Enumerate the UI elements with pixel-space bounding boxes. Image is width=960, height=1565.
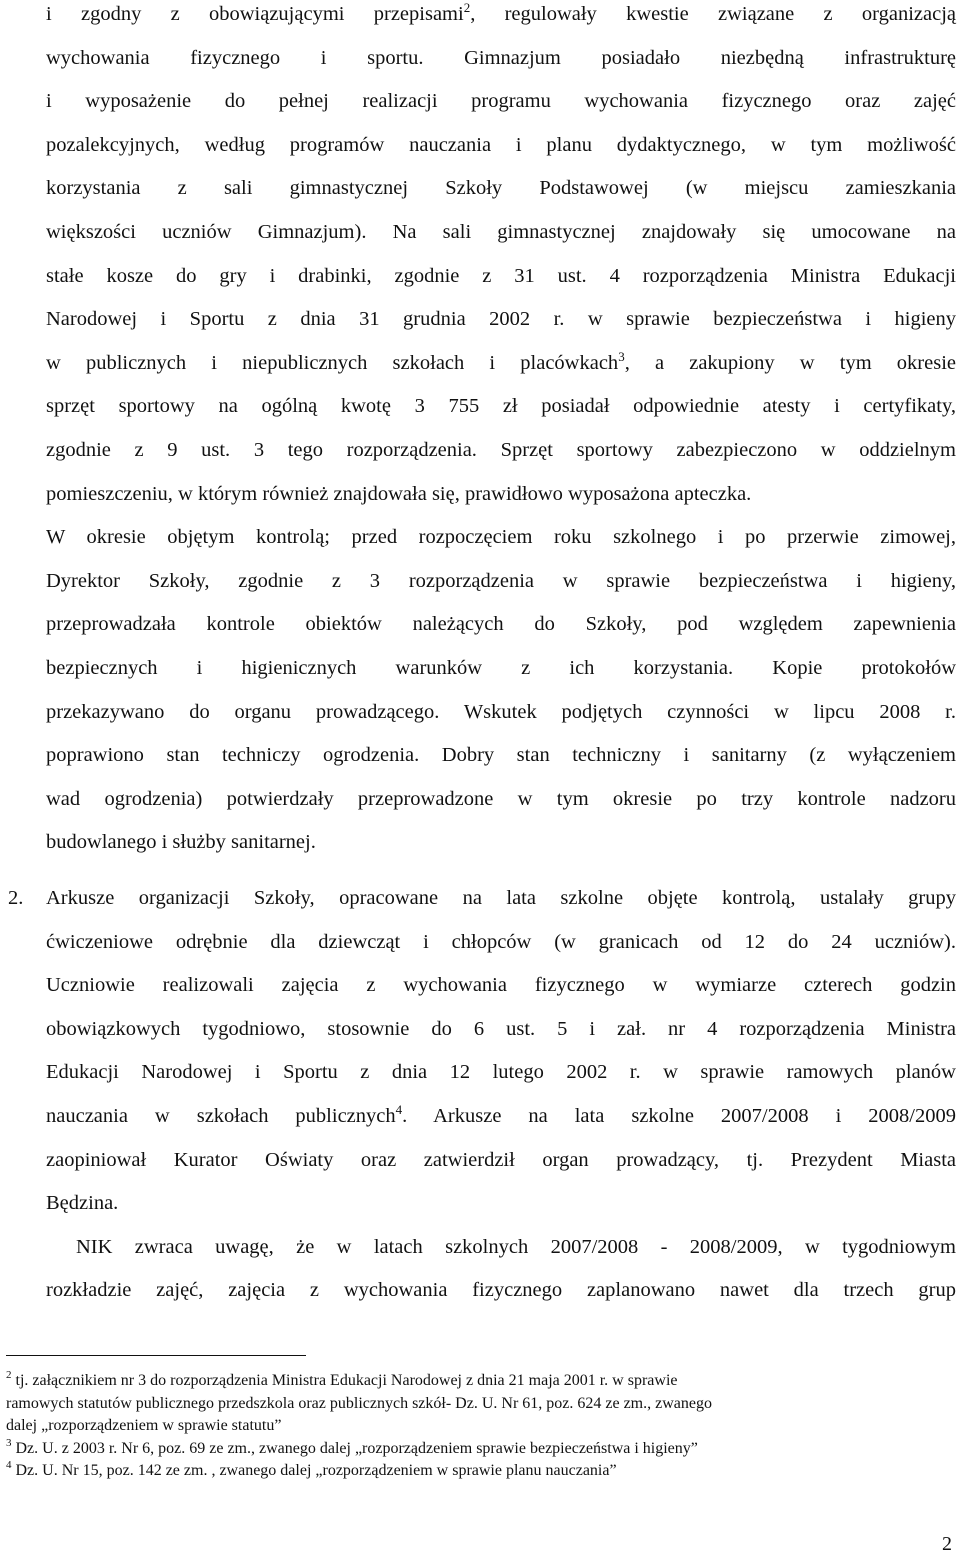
text-line: pozalekcyjnych, według programów nauczania i planu dydaktycznego, w tym możliwość	[46, 133, 956, 156]
footnote-separator	[6, 1355, 306, 1356]
footnote	[6, 1393, 926, 1416]
footnotes	[6, 1370, 926, 1483]
text-span: . Arkusze na lata szkolne 2007/2008 i 2008/2009	[402, 1104, 956, 1127]
text-span: , a zakupiony w tym okresie	[624, 351, 956, 374]
text-span: , regulowały kwestie związane z organizacją	[470, 3, 956, 25]
footnote-text: dalej „rozporządzeniem w sprawie statutu”	[6, 1417, 282, 1434]
footnote	[6, 1438, 926, 1461]
text-line: zaopiniował Kurator Oświaty oraz zatwierdził organ prowadzący, tj. Prezydent Miasta	[46, 1148, 956, 1171]
text-line: Narodowej i Sportu z dnia 31 grudnia 2002 r. w sprawie bezpieczeństwa i higieny	[46, 308, 956, 331]
footnote	[6, 1370, 926, 1393]
text-line	[46, 1100, 956, 1144]
text-line: większości uczniów Gimnazjum). Na sali gimnastycznej znajdowały się umocowane na	[46, 220, 956, 243]
text-line	[46, 347, 956, 391]
text-line: Będzina.	[46, 1192, 119, 1215]
text-line: wad ogrodzenia) potwierdzały przeprowadzone w tym okresie po trzy kontrole nadzoru	[46, 787, 956, 810]
text-line: sprzęt sportowy na ogólną kwotę 3 755 zł posiadał odpowiednie atesty i certyfikaty,	[46, 395, 956, 418]
text-line: ćwiczeniowe odrębnie dla dziewcząt i chłopców (w granicach od 12 do 24 uczniów).	[46, 930, 956, 953]
text-line: i wyposażenie do pełnej realizacji programu wychowania fizycznego oraz zajęć	[46, 90, 956, 113]
page-number: 2	[942, 1533, 952, 1555]
footnote-number: 3	[6, 1436, 12, 1449]
footnote-text: tj. załącznikiem nr 3 do rozporządzenia Ministra Edukacji Narodowej z dnia 21 maja 2001 r. w sprawie	[11, 1372, 678, 1389]
text-line: przeprowadzała kontrole obiektów należących do Szkoły, pod względem zapewnienia	[46, 613, 956, 636]
text-line	[46, 0, 956, 42]
footnote-text: Dz. U. z 2003 r. Nr 6, poz. 69 ze zm., zwanego dalej „rozporządzeniem sprawie bezpieczeństwa i higieny”	[11, 1439, 698, 1457]
paragraph-block-1	[46, 0, 956, 870]
text-line: zgodnie z 9 ust. 3 tego rozporządzenia. Sprzęt sportowy zabezpieczono w oddzielnym	[46, 438, 956, 461]
footnote-ref[interactable]: 3	[618, 348, 625, 364]
list-item-number: 2.	[8, 887, 24, 909]
text-line: bezpiecznych i higienicznych warunków z ich korzystania. Kopie protokołów	[46, 656, 956, 679]
paragraph-block-2	[46, 882, 956, 1318]
footnote	[6, 1415, 926, 1438]
text-line: NIK zwraca uwagę, że w latach szkolnych 2007/2008 - 2008/2009, w tygodniowym	[76, 1235, 956, 1258]
text-line: obowiązkowych tygodniowo, stosownie do 6 ust. 5 i zał. nr 4 rozporządzenia Ministra	[46, 1017, 956, 1040]
text-line: budowlanego i służby sanitarnej.	[46, 831, 316, 854]
text-span: nauczania w szkołach publicznych	[46, 1104, 396, 1127]
text-line: pomieszczeniu, w którym również znajdowała się, prawidłowo wyposażona apteczka.	[46, 482, 752, 505]
text-line: Arkusze organizacji Szkoły, opracowane na lata szkolne objęte kontrolą, ustalały grupy	[46, 887, 956, 909]
text-line: Dyrektor Szkoły, zgodnie z 3 rozporządzenia w sprawie bezpieczeństwa i higieny,	[46, 569, 956, 592]
footnote-text: Dz. U. Nr 15, poz. 142 ze zm. , zwanego dalej „rozporządzeniem w sprawie planu nauczania”	[11, 1462, 617, 1479]
text-line: przekazywano do organu prowadzącego. Wskutek podjętych czynności w lipcu 2008 r.	[46, 700, 956, 723]
text-line: wychowania fizycznego i sportu. Gimnazjum posiadało niezbędną infrastrukturę	[46, 46, 956, 69]
text-line: W okresie objętym kontrolą; przed rozpoczęciem roku szkolnego i po przerwie zimowej,	[46, 526, 956, 549]
text-line: Edukacji Narodowej i Sportu z dnia 12 lutego 2002 r. w sprawie ramowych planów	[46, 1061, 956, 1084]
footnote-number: 4	[6, 1459, 12, 1471]
text-line: stałe kosze do gry i drabinki, zgodnie z 31 ust. 4 rozporządzenia Ministra Edukacji	[46, 264, 956, 287]
footnote	[6, 1460, 926, 1483]
footnote-ref[interactable]: 4	[395, 1101, 403, 1117]
footnote-text: ramowych statutów publicznego przedszkola oraz publicznych szkół- Dz. U. Nr 61, poz. 624 ze zm., zwanego	[6, 1394, 712, 1412]
text-line: Uczniowie realizowali zajęcia z wychowania fizycznego w wymiarze czterech godzin	[46, 974, 956, 997]
footnote-ref[interactable]: 2	[463, 0, 471, 15]
text-line: poprawiono stan techniczy ogrodzenia. Dobry stan techniczny i sanitarny (z wyłączeniem	[46, 744, 956, 767]
text-span: w publicznych i niepublicznych szkołach i placówkach	[46, 351, 619, 374]
footnote-number: 2	[6, 1369, 12, 1381]
text-line: rozkładzie zajęć, zajęcia z wychowania fizycznego zaplanowano nawet dla trzech grup	[46, 1279, 956, 1302]
text-span: i zgodny z obowiązującymi przepisami	[46, 3, 464, 25]
text-line: korzystania z sali gimnastycznej Szkoły Podstawowej (w miejscu zamieszkania	[46, 177, 956, 200]
